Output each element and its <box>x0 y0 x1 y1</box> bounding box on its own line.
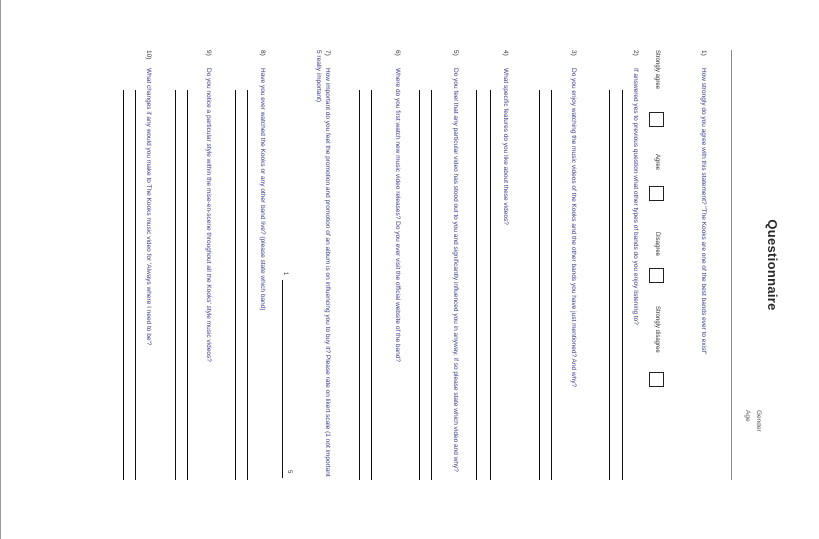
question-6 <box>393 50 402 480</box>
question-2 <box>631 50 640 480</box>
age-label: Age <box>744 410 751 422</box>
question-number: 8) <box>259 50 266 56</box>
header-divider <box>731 50 732 480</box>
option-disagree-label: Disagree <box>654 232 660 257</box>
gender-label: Gender <box>755 410 762 432</box>
likert-max-label: 5 <box>286 470 292 474</box>
questionnaire-document <box>122 50 788 480</box>
option-disagree-checkbox[interactable] <box>649 268 664 283</box>
question-text: Do you notice a particular style within the mise-en-scene throughout all the Kooks' style music videos? <box>205 68 212 362</box>
question-3 <box>569 50 578 480</box>
question-number: 1) <box>700 50 707 56</box>
question-10 <box>144 50 153 480</box>
question-text: Do you feel that any particular video has stood out to you and significantly influenced you in anyway, if so please state which video and why? <box>452 68 459 472</box>
answer-line[interactable] <box>476 90 477 480</box>
question-text: What specific features do you like about these videos? <box>502 68 509 225</box>
option-strongly-disagree-checkbox[interactable] <box>649 372 664 387</box>
question-8 <box>258 50 267 480</box>
answer-line[interactable] <box>359 90 360 480</box>
answer-line[interactable] <box>490 90 491 480</box>
answer-line[interactable] <box>247 90 248 480</box>
question-number: 7) <box>324 50 331 56</box>
question-text: Where do you first watch new music video releases? Do you ever visit the official website of the band? <box>394 68 401 362</box>
question-text: What changes if any would you make to The Kooks music video for 'Always where I need to be'? <box>145 68 152 346</box>
answer-line[interactable] <box>235 90 236 480</box>
question-text: Do you enjoy watching the music videos of the Kooks and the other bands you have just mentioned? And why? <box>570 68 577 388</box>
answer-line[interactable] <box>123 90 124 480</box>
question-text: How strongly do you agree with this statement? "The Kooks are one of the best bands ever to exist" <box>700 68 707 355</box>
option-agree-checkbox[interactable] <box>649 186 664 201</box>
option-agree-label: Agree <box>654 154 660 171</box>
question-number: 2) <box>632 50 639 56</box>
question-1 <box>699 50 708 480</box>
answer-line[interactable] <box>431 90 432 480</box>
likert-scale-line[interactable] <box>282 280 283 478</box>
option-strongly-agree-checkbox[interactable] <box>649 112 664 127</box>
question-text: Have you ever watched the Kooks or any other band live? (please state which band) <box>259 68 266 311</box>
answer-line[interactable] <box>622 90 623 480</box>
question-text: If answered yes to previous question what other types of bands do you enjoy listening to? <box>632 68 639 325</box>
question-4 <box>501 50 510 480</box>
option-strongly-disagree-label: Strongly disagree <box>654 306 660 353</box>
question-number: 9) <box>205 50 212 56</box>
question-number: 5) <box>452 50 459 56</box>
answer-line[interactable] <box>419 90 420 480</box>
question-number: 10) <box>145 50 152 60</box>
question-9 <box>204 50 213 480</box>
question-number: 6) <box>394 50 401 56</box>
answer-line[interactable] <box>539 90 540 480</box>
answer-line[interactable] <box>609 90 610 480</box>
question-5 <box>451 50 460 480</box>
page-title: Questionnaire <box>765 219 780 311</box>
question-number: 4) <box>502 50 509 56</box>
question-7 <box>314 50 332 480</box>
question-text: How important do you feel the promotion and promotion of an album is on influencing you to buy it? Please rate on likert scale (1 not important 5 really important) <box>315 50 331 477</box>
answer-line[interactable] <box>135 90 136 480</box>
answer-line[interactable] <box>175 90 176 480</box>
page-edge <box>0 0 1 539</box>
answer-line[interactable] <box>371 90 372 480</box>
option-strongly-agree-label: Strongly agree <box>654 50 660 90</box>
answer-line[interactable] <box>551 90 552 480</box>
answer-line[interactable] <box>187 90 188 480</box>
likert-min-label: 1 <box>282 272 288 276</box>
question-number: 3) <box>570 50 577 56</box>
